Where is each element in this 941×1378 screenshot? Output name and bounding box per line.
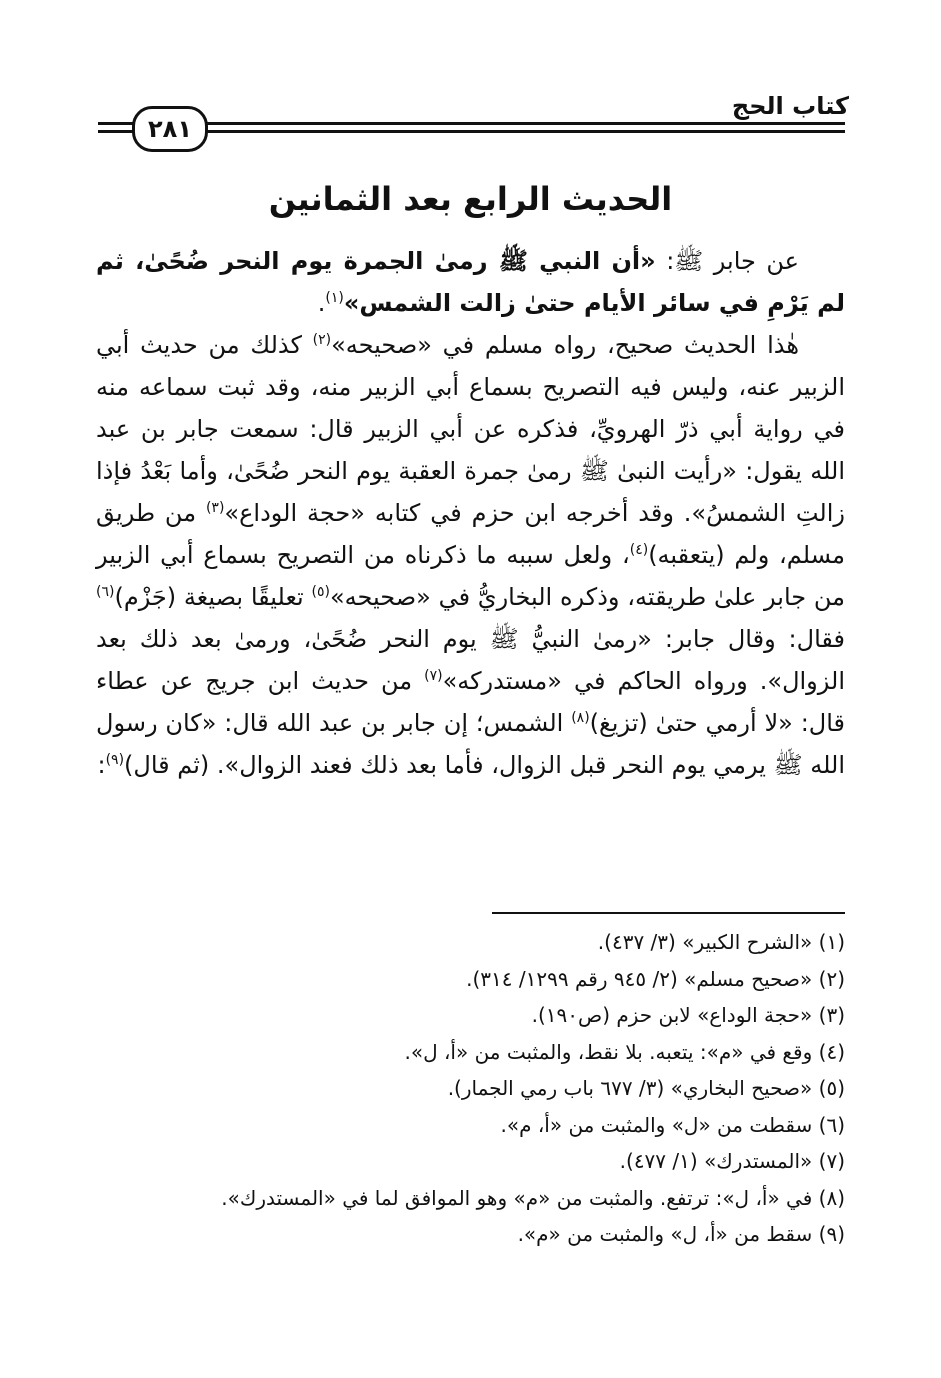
commentary-segment: من حديث ابن جريج عن عطاء قال: «لا أرمي حتىٰ (تزيغ) xyxy=(96,667,846,737)
hadith-end: . xyxy=(317,289,326,317)
commentary-segment: الشمس؛ إن جابر بن عبد الله قال: «كان رسول الله ﷺ يرمي يوم النحر قبل الزوال، فأما بعد ذلك فعند الزوال». (ثم قال) xyxy=(96,709,845,779)
footnote-1: (١) «الشرح الكبير» (٣/ ٤٣٧). xyxy=(597,930,845,954)
header-rule-line-bottom xyxy=(98,130,845,133)
footnote-ref-1: (١) xyxy=(325,290,344,306)
commentary-segment: ، ولعل سببه ما ذكرناه من التصريح بسماع أبي الزبير من جابر علىٰ طريقته، وذكره البخاريُّ في «صحيحه» xyxy=(96,541,846,611)
running-header-title: كتاب الحج xyxy=(731,92,849,120)
hadith-text-paragraph xyxy=(96,240,845,324)
footnote-2: (٢) «صحيح مسلم» (٢/ ٩٤٥ رقم ١٢٩٩/ ٣١٤). xyxy=(466,966,845,991)
commentary-segment: : xyxy=(97,751,106,779)
page-number: ٢٨١ xyxy=(132,106,208,152)
footnote-ref-2: (٢) xyxy=(312,332,332,348)
footnote-4: (٤) وقع في «م»: يتعبه. بلا نقط، والمثبت من «أ، ل». xyxy=(404,1039,845,1064)
header-rule-line-top xyxy=(98,122,845,125)
footnote-ref-9: (٩) xyxy=(105,752,125,768)
commentary-segment: كذلك من حديث أبي الزبير عنه، وليس فيه التصريح بسماع أبي الزبير منه، وقد ثبت سماعه منه في رواية أبي ذرّ الهرويِّ، فذكره عن أبي الزبير قال: سمعت جابر بن عبد الله يقول: «رأيت النبىٰ ﷺ رمىٰ جمرة العقبة يوم النحر ضُحًىٰ، وأما بَعْدُ فإذا زالتِ الشمسُ». وقد أخرجه ابن حزم في كتابه «حجة الوداع» xyxy=(96,331,846,527)
main-text xyxy=(96,240,845,786)
commentary-segment: هٰذا الحديث صحيح، رواه مسلم في «صحيحه» xyxy=(331,331,799,359)
footnote-separator xyxy=(492,912,845,914)
hadith-quote: «أن النبي ﷺ رمىٰ الجمرة يوم النحر ضُحًىٰ، ثم لم يَرْمِ في سائر الأيام حتىٰ زالت الشمس» xyxy=(96,247,845,317)
hadith-intro: عن جابر ﷺ: xyxy=(655,247,799,275)
footnote-5: (٥) «صحيح البخاري» (٣/ ٦٧٧ باب رمي الجمار). xyxy=(447,1076,845,1100)
commentary-segment: من طريق مسلم، ولم (يتعقبه) xyxy=(96,499,845,569)
footnote-8: (٨) في «أ، ل»: ترتفع. والمثبت من «م» وهو الموافق لما في «المستدرك». xyxy=(221,1185,845,1210)
commentary-segment: فقال: وقال جابر: «رمىٰ النبيُّ ﷺ يوم النحر ضُحًىٰ، ورمىٰ بعد ذلك بعد الزوال». ورواه الحاكم في «مستدركه» xyxy=(96,625,845,695)
footnote-ref-4: (٤) xyxy=(629,542,649,558)
footnote-ref-7: (٧) xyxy=(424,668,443,684)
footnote-ref-5: (٥) xyxy=(311,584,330,600)
footnote-ref-3: (٣) xyxy=(205,500,225,516)
footnote-ref-8: (٨) xyxy=(571,710,590,726)
commentary-segment: تعليقًا بصيغة (جَزْم) xyxy=(114,583,312,611)
footnote-6: (٦) سقطت من «ل» والمثبت من «أ، م». xyxy=(500,1112,845,1137)
header-rule xyxy=(98,122,845,134)
commentary-paragraph xyxy=(96,324,845,786)
footnote-9: (٩) سقط من «أ، ل» والمثبت من «م». xyxy=(517,1222,845,1246)
footnote-7: (٧) «المستدرك» (١/ ٤٧٧). xyxy=(619,1149,845,1173)
footnote-ref-6: (٦) xyxy=(96,584,115,600)
footnote-3: (٣) «حجة الوداع» لابن حزم (ص١٩٠). xyxy=(531,1003,845,1027)
hadith-heading: الحديث الرابع بعد الثمانين xyxy=(268,180,673,218)
footnotes xyxy=(96,924,845,1253)
